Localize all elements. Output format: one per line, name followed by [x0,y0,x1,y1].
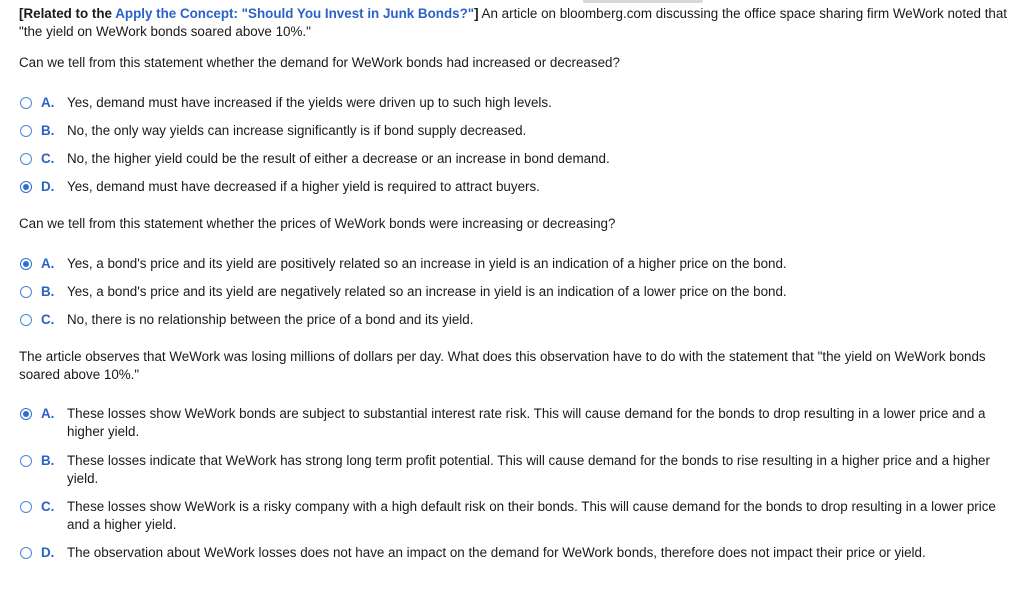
option-text: No, there is no relationship between the price of a bond and its yield. [67,312,474,327]
radio-button-selected[interactable] [20,181,32,193]
radio-button-selected[interactable] [20,258,32,270]
q3-option-a[interactable] [20,405,1010,441]
option-text: These losses indicate that WeWork has strong long term profit potential. This will cause demand for the bonds to rise resulting in a higher price and a higher yield. [67,453,990,486]
radio-button[interactable] [20,97,32,109]
question-2-text: Can we tell from this statement whether the prices of WeWork bonds were increasing or decreasing? [19,216,616,231]
option-letter: D. [41,545,55,560]
q2-option-b[interactable] [20,283,1010,301]
option-text: Yes, a bond's price and its yield are positively related so an increase in yield is an indication of a higher price on the bond. [67,256,787,271]
q1-option-c[interactable] [20,150,1010,168]
option-text: Yes, demand must have increased if the yields were driven up to such high levels. [67,95,552,110]
option-text: No, the higher yield could be the result of either a decrease or an increase in bond demand. [67,151,610,166]
option-letter: B. [41,453,55,468]
option-text: The observation about WeWork losses does not have an impact on the demand for WeWork bonds, therefore does not impact their price or yield. [67,545,926,560]
radio-button[interactable] [20,286,32,298]
top-scroll-indicator [583,0,703,3]
q1-option-a[interactable] [20,94,1010,112]
option-text: Yes, demand must have decreased if a higher yield is required to attract buyers. [67,179,540,194]
option-letter: A. [41,256,55,271]
radio-button[interactable] [20,455,32,467]
q2-option-c[interactable] [20,311,1010,329]
intro-bracket: ] [474,6,479,21]
radio-button-selected[interactable] [20,408,32,420]
option-text: These losses show WeWork is a risky company with a high default risk on their bonds. This will cause demand for the bonds to drop resulting in a lower price and a higher yield. [67,499,996,532]
radio-button[interactable] [20,153,32,165]
option-text: These losses show WeWork bonds are subject to substantial interest rate risk. This will cause demand for the bonds to drop resulting in a lower price and a higher yield. [67,406,986,439]
option-letter: B. [41,284,55,299]
q3-option-b[interactable] [20,452,1010,488]
option-text: Yes, a bond's price and its yield are negatively related so an increase in yield is an indication of a lower price on the bond. [67,284,787,299]
q1-option-d[interactable] [20,178,1010,196]
radio-button[interactable] [20,125,32,137]
option-letter: C. [41,151,55,166]
q3-option-c[interactable] [20,498,1010,534]
radio-button[interactable] [20,314,32,326]
q3-option-d[interactable] [20,544,1010,562]
option-letter: B. [41,123,55,138]
option-text: No, the only way yields can increase significantly is if bond supply decreased. [67,123,527,138]
q2-option-a[interactable] [20,255,1010,273]
question-1-text: Can we tell from this statement whether the demand for WeWork bonds had increased or decreased? [19,55,620,70]
option-letter: A. [41,406,55,421]
question-intro [19,5,1009,41]
radio-button[interactable] [20,547,32,559]
option-letter: A. [41,95,55,110]
radio-button[interactable] [20,501,32,513]
option-letter: D. [41,179,55,194]
option-letter: C. [41,312,55,327]
option-letter: C. [41,499,55,514]
apply-concept-link[interactable]: Apply the Concept: "Should You Invest in Junk Bonds?" [115,6,475,21]
intro-text: An article on bloomberg.com discussing the office space sharing firm WeWork noted that "the yield on WeWork bonds soared above 10%." [19,6,1008,39]
intro-prefix: [Related to the [19,6,116,21]
q1-option-b[interactable] [20,122,1010,140]
question-3-text: The article observes that WeWork was losing millions of dollars per day. What does this observation have to do with the statement that "the yield on WeWork bonds soared above 10%." [19,349,986,382]
